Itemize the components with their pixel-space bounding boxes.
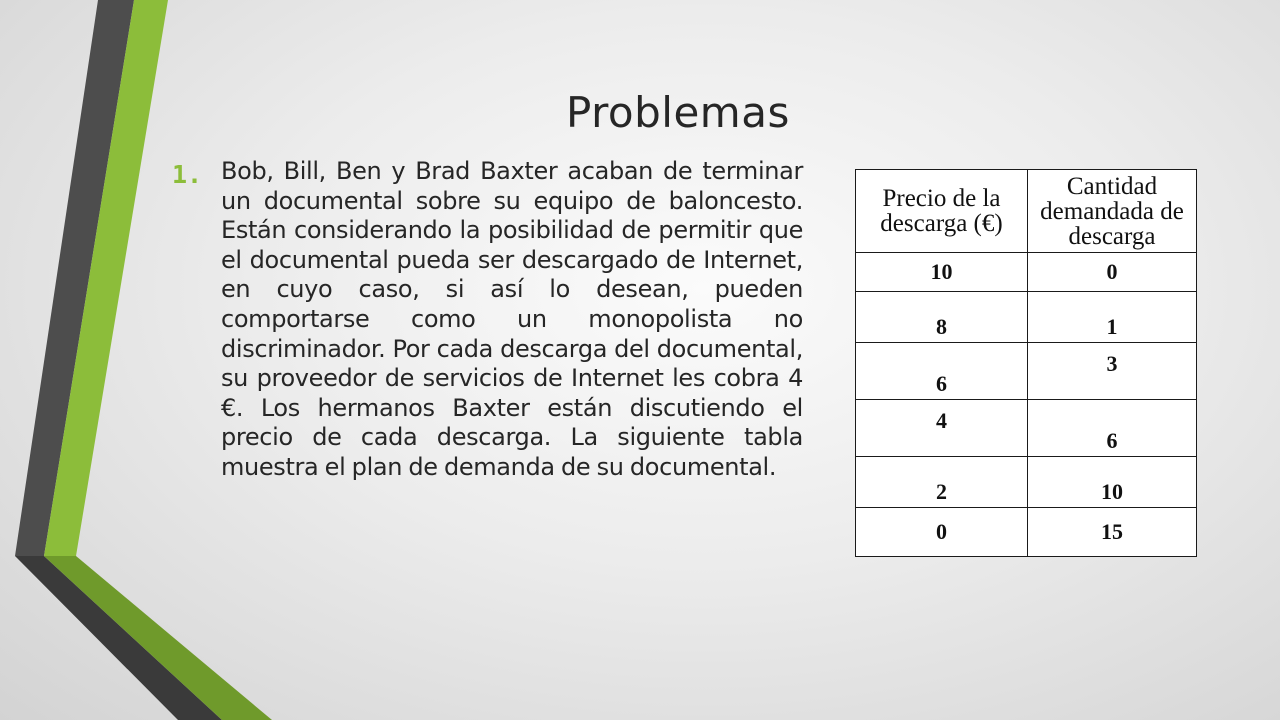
list-item-number: 1. bbox=[172, 160, 203, 189]
table-row bbox=[856, 343, 1197, 400]
price-cell: 6 bbox=[856, 343, 1028, 400]
table-row bbox=[856, 292, 1197, 343]
demand-schedule-table bbox=[855, 169, 1197, 557]
dark-stripe-lower bbox=[15, 556, 222, 720]
price-cell: 2 bbox=[856, 457, 1028, 508]
problem-statement-text: Bob, Bill, Ben y Brad Baxter acaban de terminar un documental sobre su equipo de baloncesto. Están considerando la posibilidad de permitir que el documental pueda ser descargado de Internet, en cuyo caso, si así lo desean, pueden comportarse como un monopolista no discriminador. Por cada descarga del documental, su proveedor de servicios de Internet les cobra 4 €. Los hermanos Baxter están discutiendo el precio de cada descarga. La siguiente tabla muestra el plan de demanda de su documental. bbox=[221, 157, 803, 481]
slide-title: Problemas bbox=[566, 88, 790, 137]
quantity-cell: 0 bbox=[1028, 253, 1197, 292]
price-cell: 8 bbox=[856, 292, 1028, 343]
table-row bbox=[856, 457, 1197, 508]
price-cell: 0 bbox=[856, 508, 1028, 557]
table-header-row bbox=[856, 170, 1197, 253]
price-cell: 4 bbox=[856, 400, 1028, 457]
quantity-cell: 15 bbox=[1028, 508, 1197, 557]
quantity-cell: 3 bbox=[1028, 343, 1197, 400]
quantity-cell: 10 bbox=[1028, 457, 1197, 508]
price-cell: 10 bbox=[856, 253, 1028, 292]
table-row bbox=[856, 253, 1197, 292]
quantity-cell: 1 bbox=[1028, 292, 1197, 343]
header-price: Precio de la descarga (€) bbox=[856, 170, 1028, 253]
header-quantity: Cantidad demandada de descarga bbox=[1028, 170, 1197, 253]
quantity-cell: 6 bbox=[1028, 400, 1197, 457]
table-row bbox=[856, 508, 1197, 557]
table-row bbox=[856, 400, 1197, 457]
